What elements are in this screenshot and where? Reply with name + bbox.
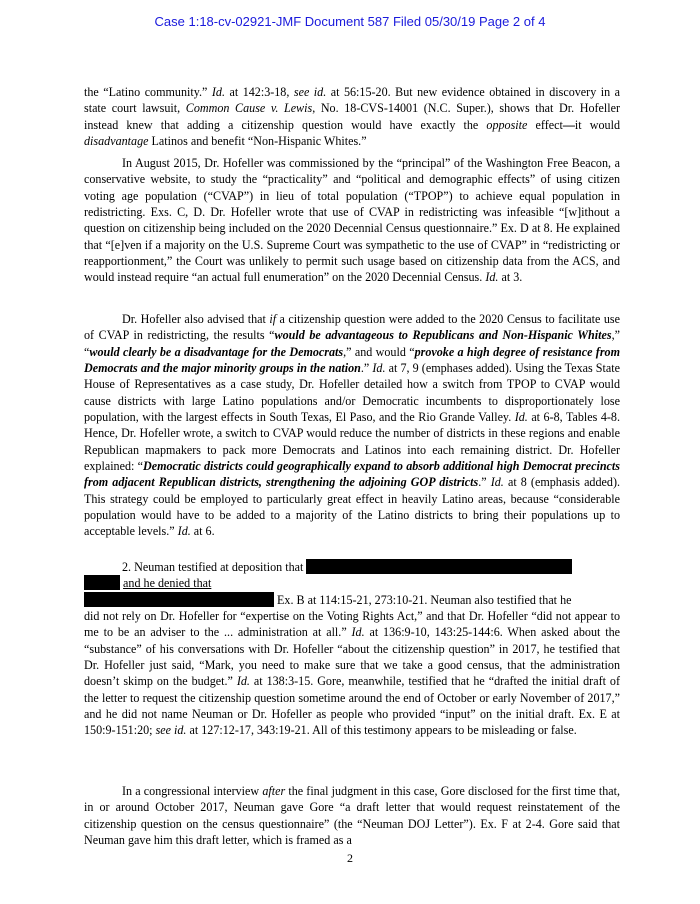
paragraph-5: In a congressional interview after the final judgment in this case, Gore disclosed for the first time that, in or around October 2017, Neuman gave Gore “a draft letter that would request reinstatement of the citizenship question on the census questionnaire” (the “Neuman DOJ Letter”). Ex. F at 2-4. Gore said that Neuman gave him this draft letter, which is framed as a: [84, 784, 620, 848]
quote-emphasis: would clearly be a disadvantage for the Democrats: [89, 344, 344, 359]
case-header: Case 1:18-cv-02921-JMF Document 587 Filed 05/30/19 Page 2 of 4: [154, 14, 546, 29]
redaction-bar: [84, 592, 274, 607]
quote-emphasis: would be advantageous to Republicans and Non-Hispanic Whites: [274, 328, 612, 343]
paragraph-2: In August 2015, Dr. Hofeller was commissioned by the “principal” of the Washington Free Beacon, a conservative website, to study the “practicality” and “political and demographic effects” of using citizen voting age population (“CVAP”) in lieu of total population (“TPOP”) to achieve equal population in redistricting. Exs. C, D. Dr. Hofeller wrote that use of CVAP in redistricting was infeasible “[w]ithout a question on citizenship being included on the 2020 Decennial Census questionnaire.” Ex. D at 8. He explained that “[e]ven if a majority on the U.S. Supreme Court was sympathetic to the use of CVAP” in “redistricting or reapportionment,” the Court was unlikely to permit such usage based on citizenship data from the ACS, and would instead require “an actual full enumeration” on the 2020 Decennial Census. Id. at 3.: [84, 156, 620, 285]
page-number: 2: [347, 851, 353, 865]
paragraph-3: Dr. Hofeller also advised that if a citizenship question were added to the 2020 Census to facilitate use of CVAP in redistricting, the results “would be advantageous to Republicans and Non-Hispanic Whites,” “would clearly be a disadvantage for the Democrats,” and would “provoke a high degree of resistance from Democrats and the major minority groups in the nation.” Id. at 7, 9 (emphases added). Using the Texas State House of Representatives as a case study, Dr. Hofeller detailed how a switch from TPOP to CVAP would cause districts with large Latino populations and/or Democratic incumbents to disproportionately lose population, with the largest effects in South Texas, El Paso, and the Rio Grande Valley. Id. at 6-8, Tables 4-8. Hence, Dr. Hofeller wrote, a switch to CVAP would reduce the number of districts in these regions and enable Republican mapmakers to pack more Democrats and Latinos into each remaining district. Dr. Hofeller explained: “Democratic districts could geographically expand to absorb additional high Democrat precincts from adjacent Republican districts, strengthening the adjoining GOP districts.” Id. at 8 (emphasis added). This strategy could be employed to particularly great effect in heavily Latino areas, because “considerable population would have to be added to a majority of the Latino districts to bring their populations up to acceptable levels.” Id. at 6.: [84, 312, 621, 539]
redaction-bar: [84, 575, 120, 590]
redaction-bar: [306, 559, 572, 574]
case-citation: Common Cause v. Lewis: [185, 101, 313, 116]
quote-emphasis: provoke a high degree of resistance from Democrats and the major minority groups in the nation: [84, 344, 620, 376]
paragraph-4: 2. Neuman testified at deposition that and he denied that Ex. B at 114:15-21, 273:10-21. Neuman also testified that he did not rely on Dr. Hofeller for “expertise on the Voting Rights Act,” and that Dr. Hofeller “did not appear to me to be an adviser to the ... administration at all.” Id. at 136:9-10, 143:25-144:6. When asked about the “substance” of his conversations with Dr. Hofeller “about the citizenship question” in 2017, he testified that Dr. Hofeller just said, “Mark, you need to make sure that we take a good census, that the administration doesn’t skimp on the budget.” Id. at 138:3-15. Gore, meanwhile, testified that he “drafted the initial draft of the letter to request the citizenship question sometime around the end of October or early November of 2017,” and he did not name Neuman or Dr. Hofeller as people who provided “input” on the initial draft. Ex. E at 150:9-151:20; see id. at 127:12-17, 343:19-21. All of this testimony appears to be misleading or false.: [84, 560, 620, 738]
paragraph-1: the “Latino community.” Id. at 142:3-18, see id. at 56:15-20. But new evidence obtained in discovery in a state court lawsuit, Common Cause v. Lewis, No. 18-CVS-14001 (N.C. Super.), shows that Dr. Hofeller instead knew that adding a citizenship question would have exactly the opposite effect—it would disadvantage Latinos and benefit “Non-Hispanic Whites.”: [84, 85, 621, 149]
quote-emphasis: Democratic districts could geographically expand to absorb additional high Democrat precincts from adjacent Republican districts, strengthening the adjoining GOP districts: [84, 459, 620, 490]
